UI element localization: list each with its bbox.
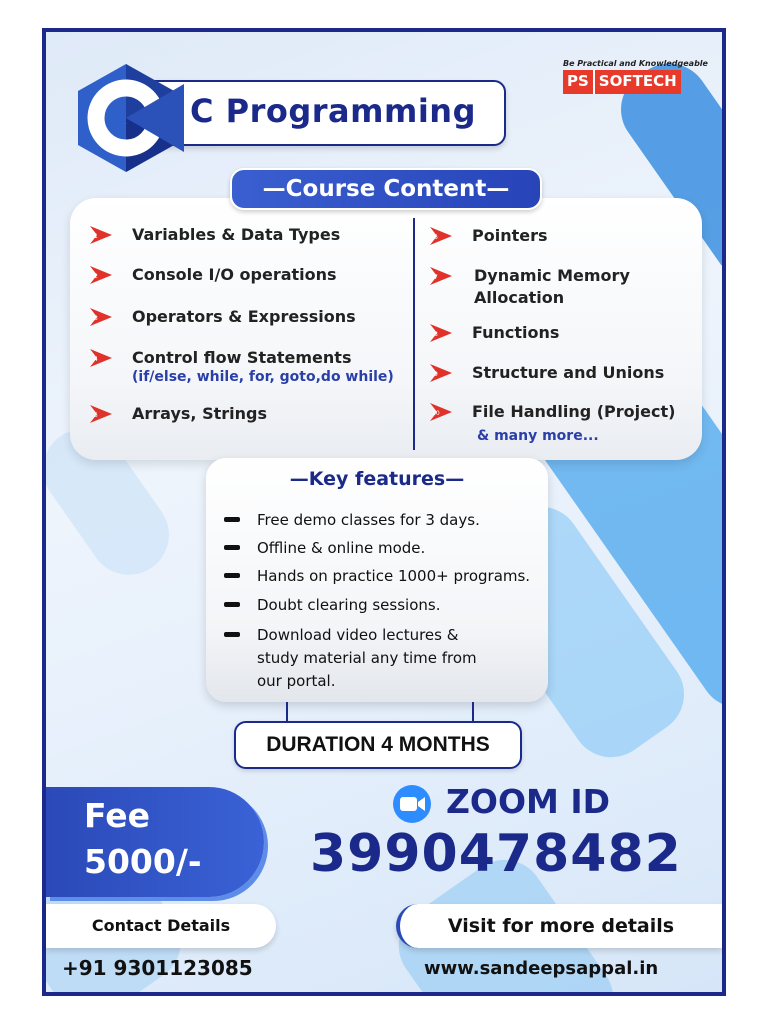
feature-item (224, 624, 504, 693)
course-item-label: Allocation (474, 288, 565, 307)
svg-text:5: 5 (94, 412, 98, 419)
course-item-label: Dynamic Memory (474, 266, 630, 285)
svg-text:8: 8 (434, 331, 438, 338)
fee-value: 5000/- (84, 842, 202, 881)
phone-number[interactable]: +91 9301123085 (62, 956, 253, 980)
bullet-dash-icon (224, 573, 240, 578)
feature-text: Free demo classes for 3 days. (257, 511, 480, 529)
red-arrow-icon (88, 224, 114, 246)
feature-item (224, 565, 530, 588)
red-arrow-icon (428, 322, 454, 344)
course-item-label: Structure and Unions (472, 363, 665, 382)
fee-label: Fee (84, 796, 150, 835)
column-divider (413, 218, 415, 450)
svg-text:9: 9 (434, 371, 438, 378)
course-item-label: Console I/O operations (132, 265, 337, 284)
course-item (428, 225, 548, 247)
brand-softech: SOFTECH (593, 70, 681, 94)
red-arrow-icon (88, 403, 114, 425)
red-arrow-icon (428, 265, 454, 287)
bullet-dash-icon (224, 632, 240, 637)
course-item (88, 403, 267, 425)
red-arrow-icon (88, 264, 114, 286)
zoom-id: 3990478482 (310, 824, 682, 884)
feature-item (224, 537, 425, 560)
svg-text:6: 6 (434, 234, 438, 241)
svg-text:10: 10 (432, 410, 440, 417)
red-arrow-icon (428, 225, 454, 247)
feature-item (224, 509, 480, 532)
red-arrow-icon (88, 347, 114, 369)
zoom-label: ZOOM ID (446, 782, 611, 821)
connector-line (286, 702, 288, 722)
visit-details-label: Visit for more details (396, 904, 722, 948)
zoom-video-icon (392, 784, 432, 824)
website-link[interactable]: www.sandeepsappal.in (424, 958, 659, 979)
course-item (88, 347, 394, 385)
course-item-label: File Handling (Project) (472, 402, 676, 421)
svg-text:3: 3 (94, 315, 98, 322)
bullet-dash-icon (224, 517, 240, 522)
course-item (428, 322, 559, 344)
duration-badge: DURATION 4 MONTHS (234, 721, 522, 769)
contact-details-label: Contact Details (46, 904, 276, 948)
feature-text: Doubt clearing sessions. (257, 596, 441, 614)
brand-tagline: Be Practical and Knowledgeable (563, 59, 708, 68)
course-item (428, 401, 675, 423)
red-arrow-icon (428, 401, 454, 423)
course-item-label: Functions (472, 323, 560, 342)
feature-item (224, 594, 440, 617)
course-item (428, 362, 664, 384)
page-title: C Programming (190, 92, 476, 130)
brand-logo (563, 70, 681, 94)
feature-text: Hands on practice 1000+ programs. (257, 567, 531, 585)
svg-text:2: 2 (94, 273, 98, 280)
bullet-dash-icon (224, 602, 240, 607)
course-item-label: Arrays, Strings (132, 404, 267, 423)
course-item-label: Operators & Expressions (132, 307, 356, 326)
more-topics-note: & many more... (477, 428, 599, 444)
course-item-label: Variables & Data Types (132, 225, 341, 244)
course-item (88, 264, 337, 286)
svg-text:4: 4 (94, 356, 98, 363)
svg-text:7: 7 (434, 274, 438, 281)
c-language-logo-icon (68, 60, 184, 176)
brand-ps: PS (563, 70, 593, 94)
feature-text: Download video lectures & study material any time from our portal. (257, 626, 477, 690)
feature-text: Offline & online mode. (257, 539, 426, 557)
course-item (428, 265, 630, 309)
red-arrow-icon (88, 306, 114, 328)
connector-line (472, 702, 474, 722)
course-item-label: Control flow Statements (132, 348, 352, 367)
bullet-dash-icon (224, 545, 240, 550)
red-arrow-icon (428, 362, 454, 384)
course-item (88, 224, 340, 246)
svg-text:1: 1 (94, 233, 98, 240)
course-item-label: Pointers (472, 226, 548, 245)
svg-text:C: C (125, 124, 127, 125)
course-item-sublabel: (if/else, while, for, goto,do while) (132, 369, 394, 385)
key-features-heading: —Key features— (289, 468, 465, 490)
course-content-heading: —Course Content— (230, 168, 542, 210)
course-item (88, 306, 356, 328)
